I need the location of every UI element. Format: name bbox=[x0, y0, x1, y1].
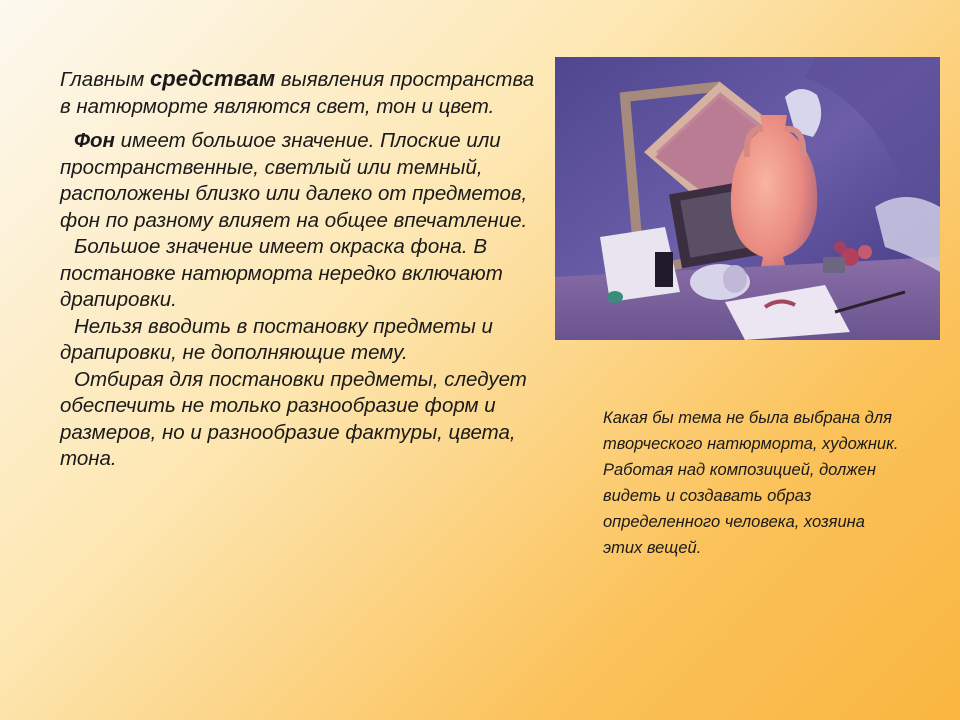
p1-bold: средствам bbox=[150, 66, 276, 91]
paragraph-background-color: Большое значение имеет окраска фона. В постановке натюрморта нередко включают драпировки. bbox=[60, 235, 503, 311]
p2-bold: Фон bbox=[74, 129, 115, 152]
still-life-painting bbox=[555, 57, 940, 340]
main-text-block bbox=[60, 66, 550, 473]
side-text-block bbox=[603, 405, 903, 561]
p1-after: выявления пространства в натюрморте являются свет, тон и цвет. bbox=[60, 68, 535, 118]
paragraph-means bbox=[60, 66, 550, 120]
p2-after: имеет большое значение. Плоские или пространственные, светлый или темный, расположены близко или далеко от предметов, фон по разному влияет на общее впечатление. bbox=[60, 129, 528, 232]
paragraph-selection: Отбирая для постановки предметы, следует обеспечить не только разнообразие форм и размеров, но и разнообразие фактуры, цвета, тона. bbox=[60, 367, 527, 470]
paragraph-background bbox=[60, 128, 550, 234]
side-paragraph: Какая бы тема не была выбрана для творческого натюрморта, художник. Работая над композицией, должен видеть и создавать образ определенного человека, хозяина этих вещей. bbox=[603, 409, 899, 557]
still-life-illustration bbox=[555, 57, 940, 340]
paragraph-objects-rule: Нельзя вводить в постановку предметы и драпировки, не дополняющие тему. bbox=[60, 314, 493, 364]
p1-before: Главным bbox=[60, 68, 151, 91]
